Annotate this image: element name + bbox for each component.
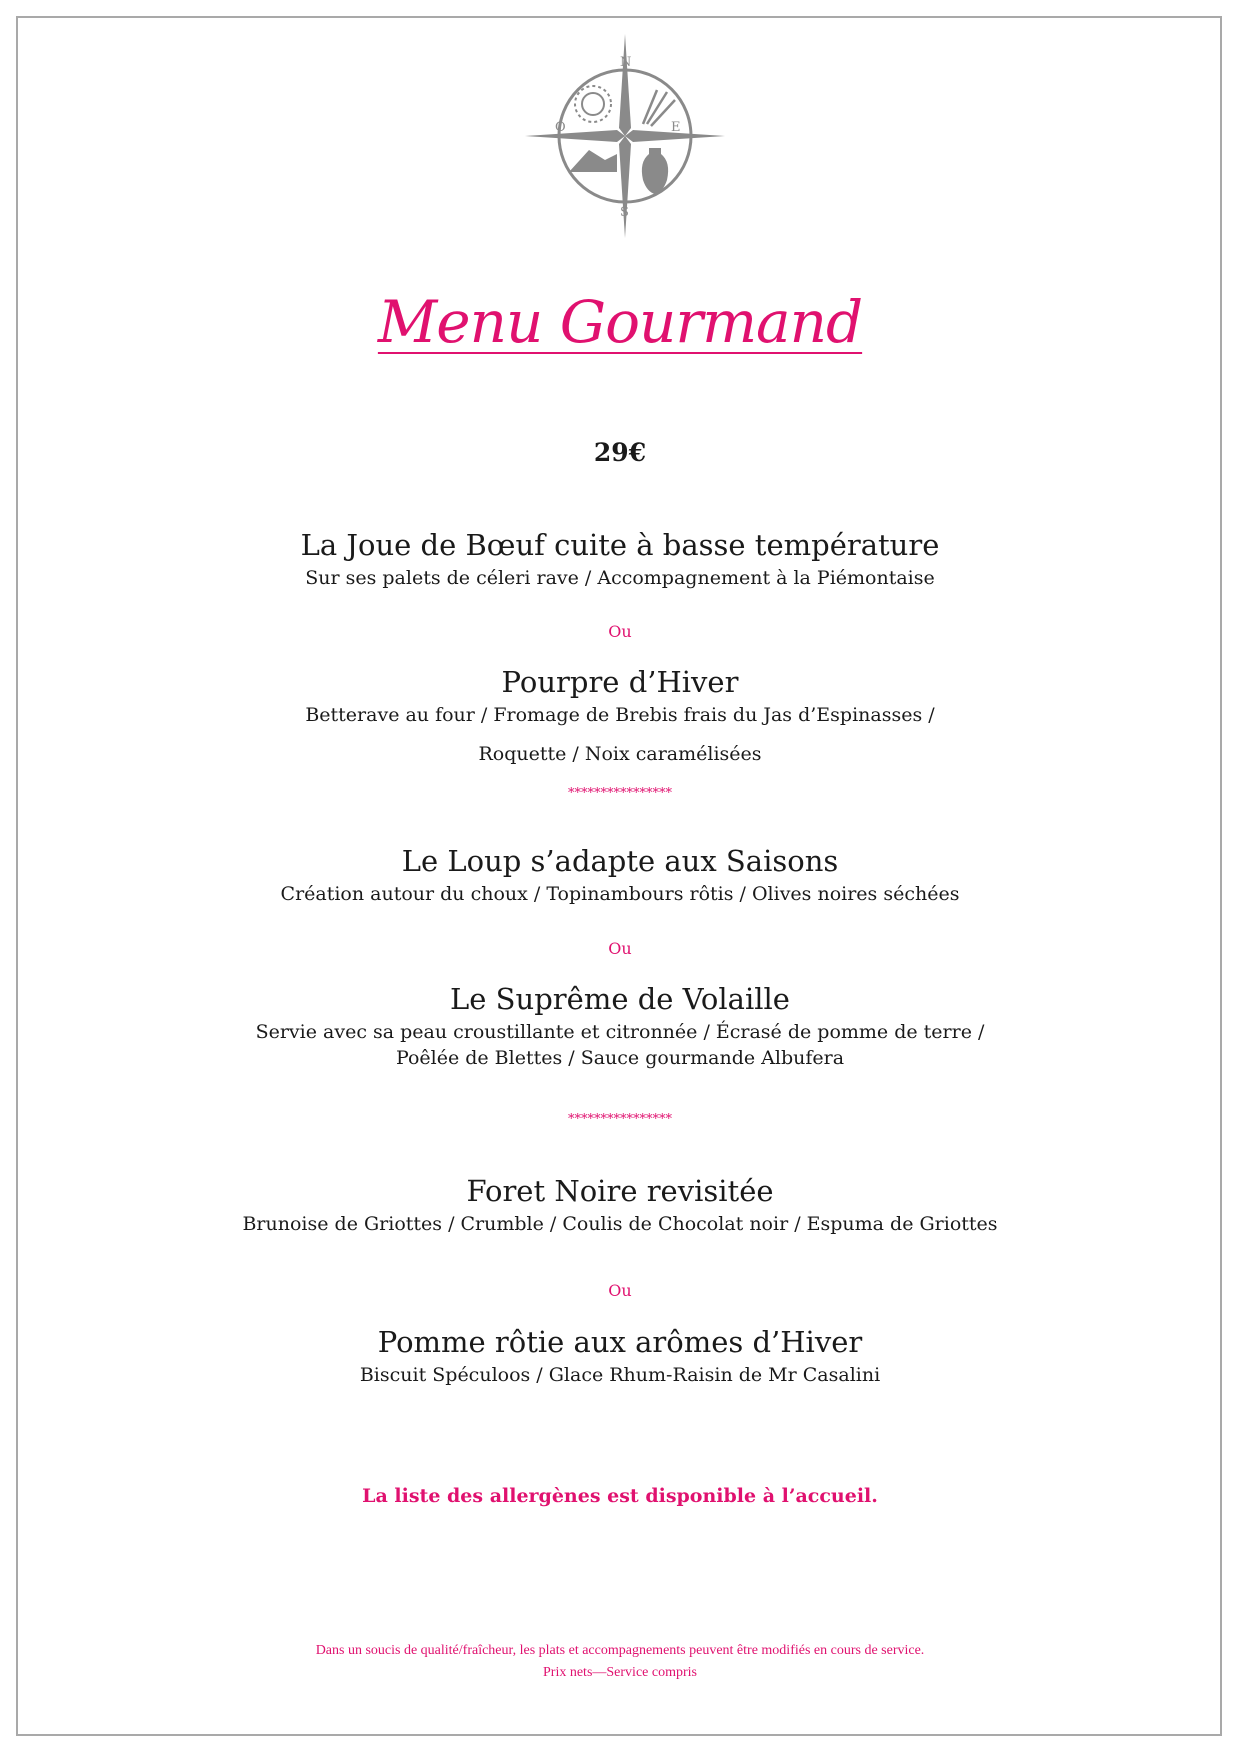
dish-title: Le Suprême de Volaille [450,982,790,1016]
or-separator: Ou [608,1281,632,1300]
dish-description: Servie avec sa peau croustillante et citronnée / Écrasé de pomme de terre / [255,1021,985,1043]
sun-icon [575,86,611,122]
mountain-icon [569,150,617,172]
or-separator: Ou [608,622,632,641]
allergens-notice: La liste des allergènes est disponible à l’accueil. [362,1485,878,1507]
dish-title: La Joue de Bœuf cuite à basse température [300,528,940,562]
or-separator: Ou [608,939,632,958]
dish-title: Foret Noire revisitée [466,1174,774,1208]
dish-description: Roquette / Noix caramélisées [478,743,762,765]
course-separator: **************** [568,1112,672,1127]
menu-price: 29€ [593,438,647,467]
compass-letter-e: E [671,120,681,135]
dish-description: Biscuit Spéculoos / Glace Rhum-Raisin de Mr Casalini [359,1364,881,1386]
dish-description: Création autour du choux / Topinambours rôtis / Olives noires séchées [280,883,960,905]
dish-title: Pomme rôtie aux arômes d’Hiver [377,1325,863,1359]
footer-note: Dans un soucis de qualité/fraîcheur, les plats et accompagnements peuvent être modifiés en cours de service. [315,1643,925,1658]
compass-letter-n: N [620,55,632,70]
dish-description: Poêlée de Blettes / Sauce gourmande Albufera [395,1047,845,1069]
dish-description: Brunoise de Griottes / Crumble / Coulis de Chocolat noir / Espuma de Griottes [242,1213,998,1235]
footer-pricing: Prix nets—Service compris [543,1665,697,1680]
compass-logo [525,32,725,242]
amphora-icon [642,148,668,194]
dish-title: Pourpre d’Hiver [501,665,739,699]
menu-title: Menu Gourmand [377,288,863,356]
dish-description: Sur ses palets de céleri rave / Accompagnement à la Piémontaise [305,567,935,589]
compass-letter-o: O [555,120,566,135]
course-separator: **************** [568,786,672,801]
compass-letter-s: S [620,205,629,220]
dish-title: Le Loup s’adapte aux Saisons [401,844,839,878]
dish-description: Betterave au four / Fromage de Brebis frais du Jas d’Espinasses / [305,704,935,726]
